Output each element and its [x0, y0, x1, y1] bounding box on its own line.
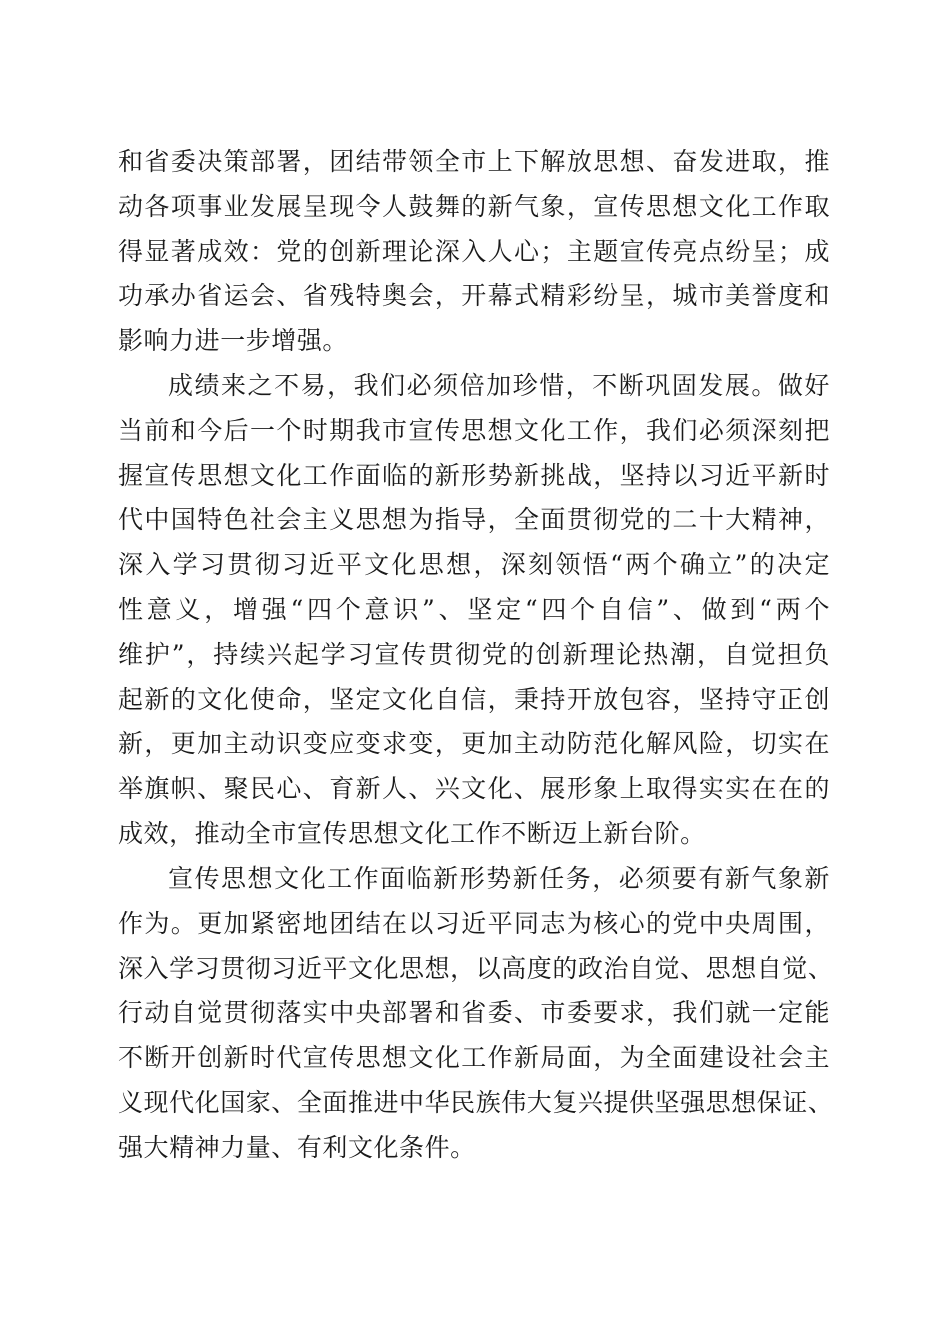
paragraph-line: 新，更加主动识变应变求变，更加主动防范化解风险，切实在	[118, 729, 830, 759]
paragraph-line: 和省委决策部署，团结带领全市上下解放思想、奋发进取，推	[118, 147, 830, 176]
paragraph-2	[118, 364, 830, 857]
paragraph-line: 行动自觉贯彻落实中央部署和省委、市委要求，我们就一定能	[118, 998, 830, 1028]
paragraph-line: 不断开创新时代宣传思想文化工作新局面，为全面建设社会主	[118, 1043, 830, 1073]
paragraph-line: 得显著成效：党的创新理论深入人心；主题宣传亮点纷呈；成	[118, 236, 830, 266]
paragraph-1	[118, 140, 830, 364]
paragraph-line: 深入学习贯彻习近平文化思想，以高度的政治自觉、思想自觉、	[118, 953, 834, 983]
paragraph-line: 成绩来之不易，我们必须倍加珍惜，不断巩固发展。做好	[168, 371, 830, 400]
paragraph-line: 握宣传思想文化工作面临的新形势新挑战，坚持以习近平新时	[118, 460, 830, 490]
paragraph-line: 举旗帜、聚民心、育新人、兴文化、展形象上取得实实在在的	[118, 774, 830, 804]
paragraph-line: 影响力进一步增强。	[118, 326, 348, 356]
paragraph-line: 强大精神力量、有利文化条件。	[118, 1132, 476, 1162]
paragraph-line: 代中国特色社会主义思想为指导，全面贯彻党的二十大精神，	[118, 505, 830, 535]
paragraph-line: 作为。更加紧密地团结在以习近平同志为核心的党中央周围，	[118, 908, 830, 938]
paragraph-line: 维护”，持续兴起学习宣传贯彻党的创新理论热潮，自觉担负	[118, 639, 830, 669]
paragraph-line: 深入学习贯彻习近平文化思想，深刻领悟“两个确立”的决定	[118, 550, 830, 580]
paragraph-line: 成效，推动全市宣传思想文化工作不断迈上新台阶。	[118, 818, 706, 848]
paragraph-line: 性意义，增强“四个意识”、坚定“四个自信”、做到“两个	[118, 594, 830, 624]
paragraph-line: 宣传思想文化工作面临新形势新任务，必须要有新气象新	[168, 864, 830, 893]
paragraph-line: 功承办省运会、省残特奥会，开幕式精彩纷呈，城市美誉度和	[118, 281, 830, 311]
paragraph-line: 当前和今后一个时期我市宣传思想文化工作，我们必须深刻把	[118, 415, 830, 445]
paragraph-3	[118, 857, 834, 1171]
paragraph-line: 义现代化国家、全面推进中华民族伟大复兴提供坚强思想保证、	[118, 1087, 834, 1117]
paragraph-line: 动各项事业发展呈现令人鼓舞的新气象，宣传思想文化工作取	[118, 191, 830, 221]
paragraph-line: 起新的文化使命，坚定文化自信，秉持开放包容，坚持守正创	[118, 684, 830, 714]
